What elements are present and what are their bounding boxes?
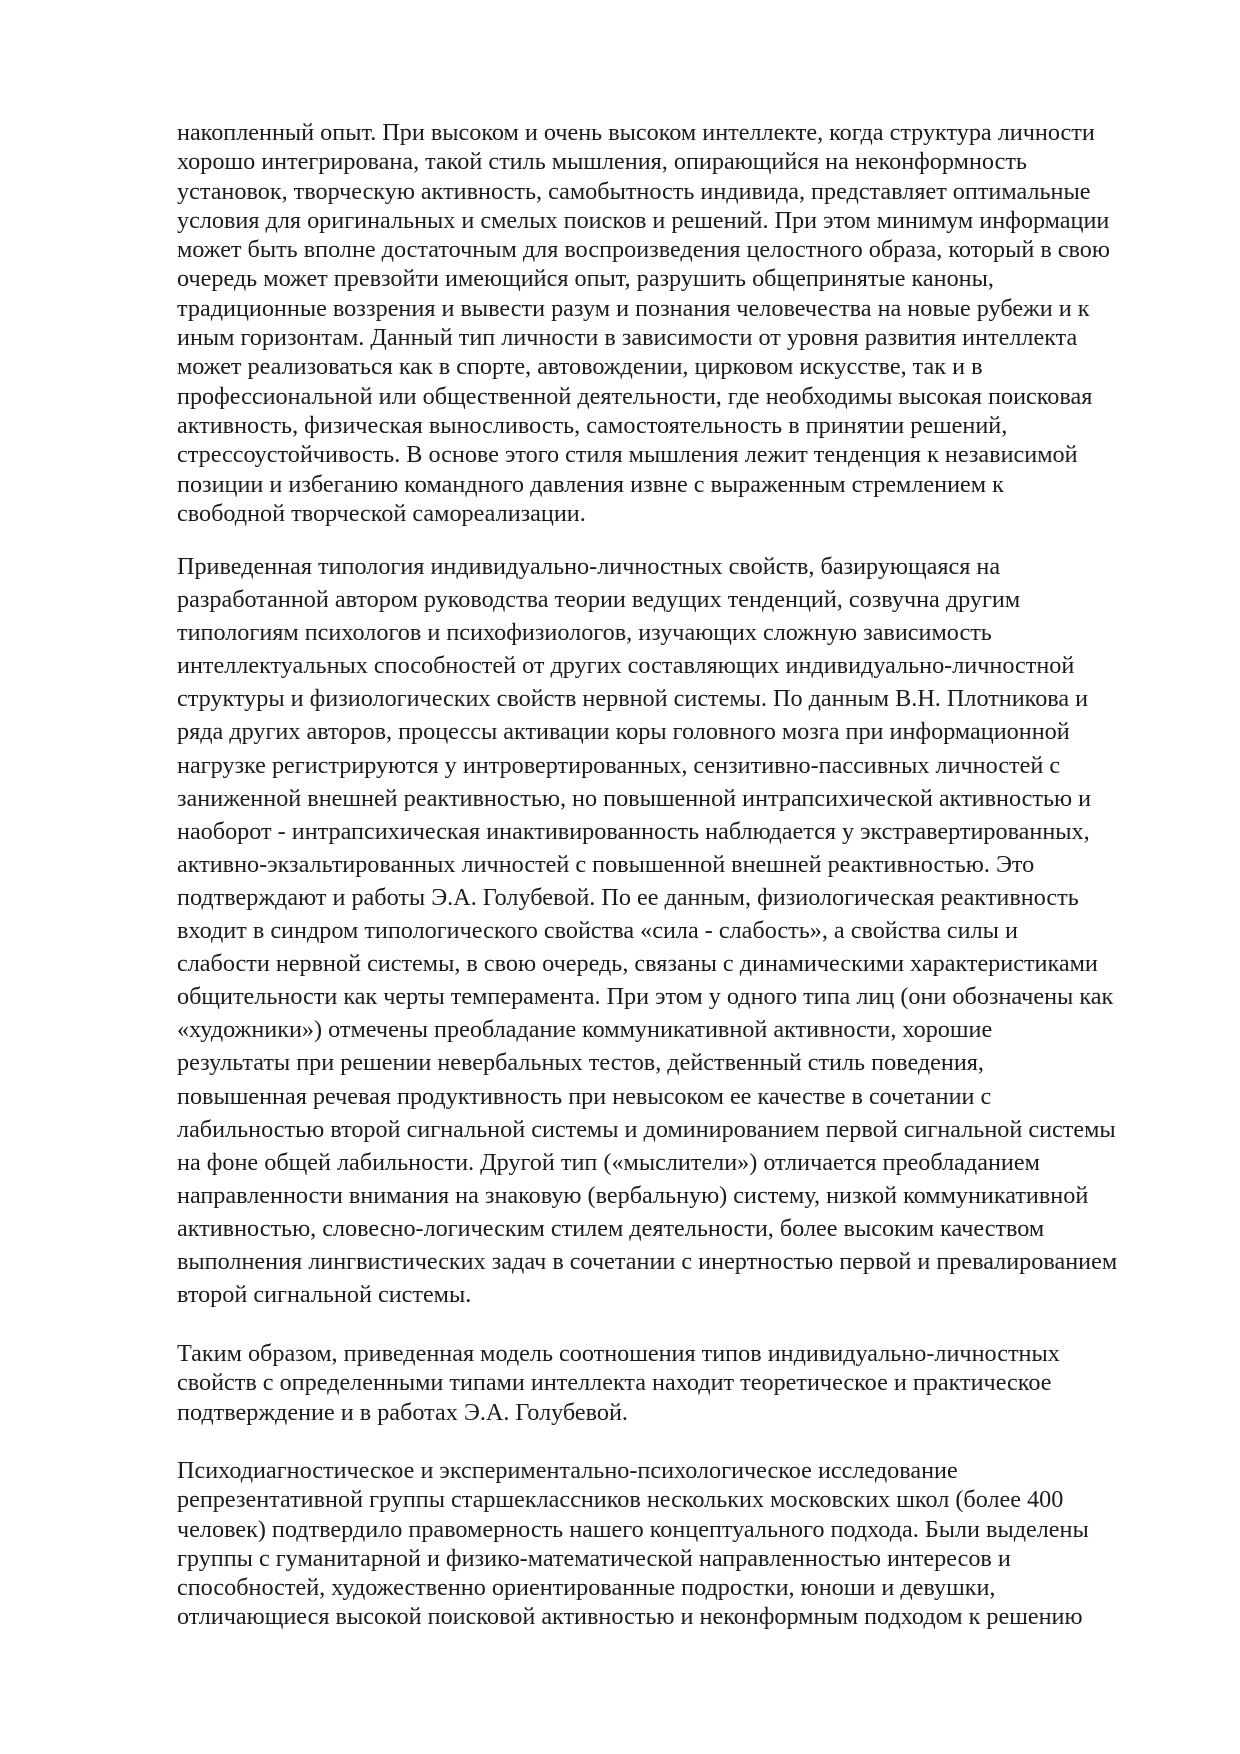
text-line: накопленный опыт. При высоком и очень высоком интеллекте, когда структура личности (177, 119, 1095, 146)
text-line: активно-экзальтированных личностей с повышенной внешней реактивностью. Это (177, 850, 1035, 878)
text-line: Психодиагностическое и экспериментально-психологическое исследование (177, 1457, 958, 1484)
text-line: свойств с определенными типами интеллекта находит теоретическое и практическое (177, 1369, 1052, 1397)
text-line: заниженной внешней реактивностью, но повышенной интрапсихической активностью и (177, 784, 1092, 812)
text-line: профессиональной или общественной деятельности, где необходимы высокая поисковая (177, 382, 1093, 410)
text-line: может реализоваться как в спорте, автовождении, цирковом искусстве, так и в (177, 353, 983, 381)
text-line: «художники») отмечены преобладание коммуникативной активности, хорошие (177, 1016, 993, 1044)
text-line: общительности как черты темперамента. При этом у одного типа лиц (они обозначены как (177, 983, 1114, 1011)
text-line: традиционные воззрения и вывести разум и познания человечества на новые рубежи и к (177, 294, 1090, 322)
text-line: структуры и физиологических свойств нервной системы. По данным В.Н. Плотникова и (177, 685, 1089, 713)
text-line: способностей, художественно ориентированные подростки, юноши и девушки, (177, 1574, 996, 1602)
text-line: Приведенная типология индивидуально-личностных свойств, базирующаяся на (177, 553, 1001, 580)
paragraph-3 (177, 1339, 1177, 1427)
paragraph-2 (177, 550, 1177, 1311)
text-line: второй сигнальной системы. (177, 1281, 472, 1309)
text-line: типологиям психологов и психофизиологов, изучающих сложную зависимость (177, 619, 992, 647)
paragraph-1 (177, 118, 1177, 528)
text-line: подтверждают и работы Э.А. Голубевой. По ее данным, физиологическая реактивность (177, 883, 1079, 911)
text-line: активность, физическая выносливость, самостоятельность в принятии решений, (177, 411, 1008, 439)
text-line: стрессоустойчивость. В основе этого стиля мышления лежит тенденция к независимой (177, 441, 1078, 469)
text-line: хорошо интегрирована, такой стиль мышления, опирающийся на неконформность (177, 148, 1027, 176)
text-line: выполнения лингвистических задач в сочетании с инертностью первой и превалированием (177, 1247, 1118, 1275)
text-line: направленности внимания на знаковую (вербальную) систему, низкой коммуникативной (177, 1181, 1089, 1209)
text-line: человек) подтвердило правомерность нашего концептуального подхода. Были выделены (177, 1515, 1089, 1543)
text-line: повышенная речевая продуктивность при невысоком ее качестве в сочетании с (177, 1082, 992, 1110)
text-line: активностью, словесно-логическим стилем деятельности, более высоким качеством (177, 1214, 1045, 1242)
text-line: подтверждение и в работах Э.А. Голубевой. (177, 1398, 628, 1426)
text-line: интеллектуальных способностей от других составляющих индивидуально-личностной (177, 652, 1075, 680)
text-line: ряда других авторов, процессы активации коры головного мозга при информационной (177, 718, 1070, 746)
text-line: входит в синдром типологического свойства «сила - слабость», а свойства силы и (177, 917, 1018, 945)
text-line: слабости нервной системы, в свою очередь, связаны с динамическими характеристиками (177, 950, 1098, 978)
paragraph-4 (177, 1456, 1177, 1632)
text-line: установок, творческую активность, самобытность индивида, представляет оптимальные (177, 177, 1091, 205)
text-line: условия для оригинальных и смелых поисков и решений. При этом минимум информации (177, 206, 1110, 234)
text-line: иным горизонтам. Данный тип личности в зависимости от уровня развития интеллекта (177, 324, 1078, 352)
text-line: на фоне общей лабильности. Другой тип («мыслители») отличается преобладанием (177, 1148, 1040, 1176)
text-line: свободной творческой самореализации. (177, 499, 586, 527)
text-line: разработанной автором руководства теории ведущих тенденций, созвучна другим (177, 586, 1021, 614)
text-line: отличающиеся высокой поисковой активностью и неконформным подходом к решению (177, 1603, 1083, 1631)
text-line: может быть вполне достаточным для воспроизведения целостного образа, который в свою (177, 236, 1110, 264)
text-line: Таким образом, приведенная модель соотношения типов индивидуально-личностных (177, 1340, 1060, 1367)
text-line: нагрузке регистрируются у интровертированных, сензитивно-пассивных личностей с (177, 751, 1061, 779)
text-line: позиции и избеганию командного давления извне с выраженным стремлением к (177, 470, 1004, 498)
text-line: результаты при решении невербальных тестов, действенный стиль поведения, (177, 1049, 984, 1077)
text-line: репрезентативной группы старшеклассников нескольких московских школ (более 400 (177, 1486, 1064, 1514)
text-line: наоборот - интрапсихическая инактивированность наблюдается у экстравертированных, (177, 817, 1090, 845)
text-line: лабильностью второй сигнальной системы и доминированием первой сигнальной системы (177, 1115, 1116, 1143)
text-line: группы с гуманитарной и физико-математической направленностью интересов и (177, 1544, 1011, 1572)
text-line: очередь может превзойти имеющийся опыт, разрушить общепринятые каноны, (177, 265, 994, 293)
